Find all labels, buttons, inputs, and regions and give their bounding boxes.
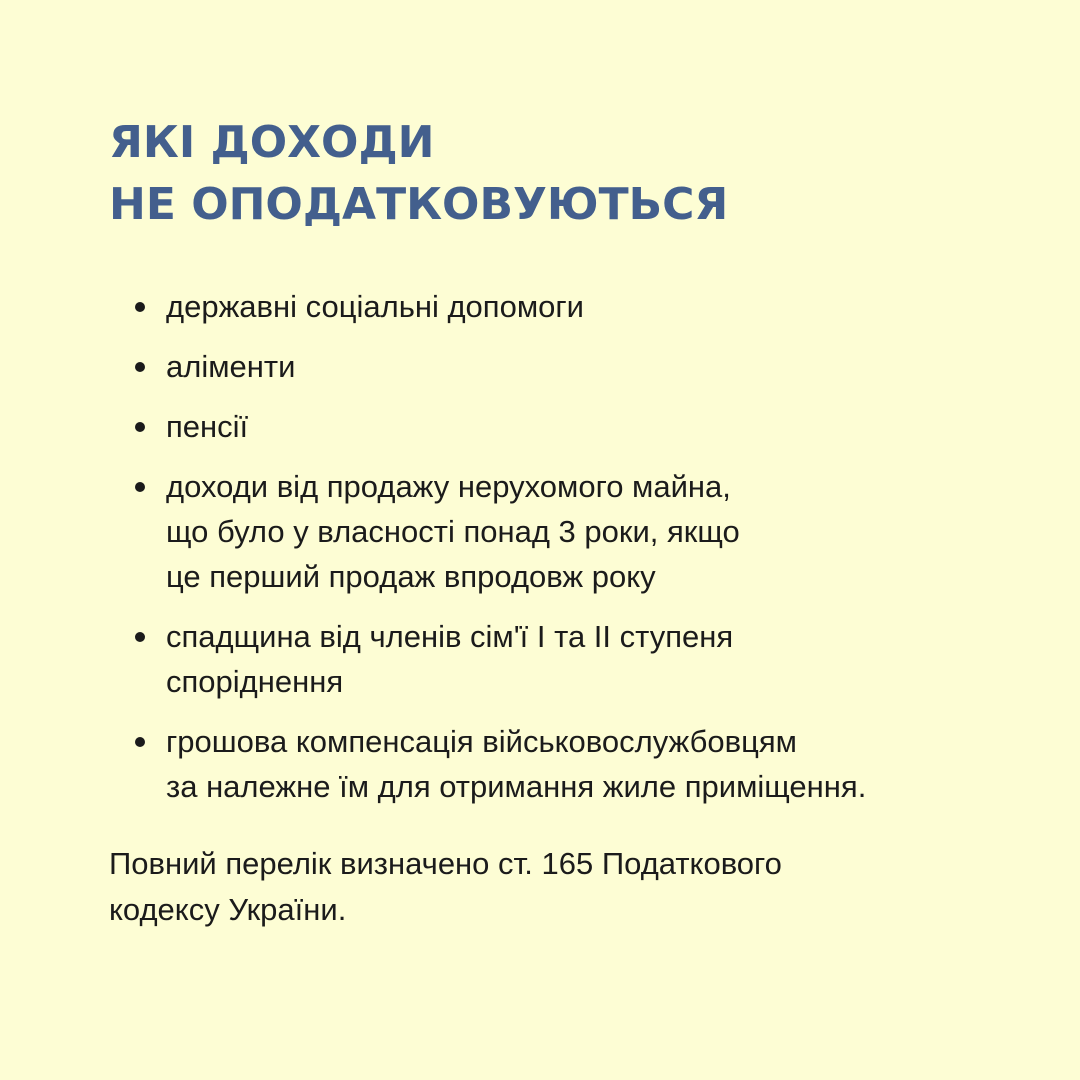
list-item-real-estate-sale — [135, 464, 866, 599]
list-item-text-line-2: за належне їм для отримання жиле приміщення. — [166, 769, 867, 804]
footnote-line-1: Повний перелік визначено ст. 165 Податкового — [109, 846, 782, 881]
list-item-text-line-2: що було у власності понад 3 роки, якщо — [166, 514, 740, 549]
bullet-icon — [135, 302, 145, 312]
footnote-line-2: кодексу України. — [109, 892, 347, 927]
list-item-inheritance — [135, 614, 866, 704]
list-item-text-line-3: це перший продаж впродовж року — [166, 559, 656, 594]
list-item-military-compensation — [135, 719, 866, 809]
bullet-icon — [135, 632, 145, 642]
page-title-line-2: НЕ ОПОДАТКОВУЮТЬСЯ — [109, 179, 729, 230]
bullet-icon — [135, 737, 145, 747]
bullet-icon — [135, 362, 145, 372]
list-item-text-line-1: доходи від продажу нерухомого майна, — [166, 469, 731, 504]
list-item-text: державні соціальні допомоги — [166, 289, 585, 324]
page-title-line-1: ЯКІ ДОХОДИ — [109, 117, 435, 168]
non-taxable-income-list — [135, 284, 866, 824]
footnote-tax-code-reference — [109, 841, 782, 933]
list-item-text-line-2: споріднення — [166, 664, 344, 699]
list-item-text: аліменти — [166, 349, 296, 384]
page-title — [109, 112, 728, 236]
list-item-social-benefits — [135, 284, 866, 329]
bullet-icon — [135, 482, 145, 492]
list-item-text: пенсії — [166, 409, 249, 444]
list-item-alimony — [135, 344, 866, 389]
list-item-text-line-1: спадщина від членів сім'ї І та ІІ ступеня — [166, 619, 734, 654]
list-item-pensions — [135, 404, 866, 449]
list-item-text-line-1: грошова компенсація військовослужбовцям — [166, 724, 797, 759]
bullet-icon — [135, 422, 145, 432]
